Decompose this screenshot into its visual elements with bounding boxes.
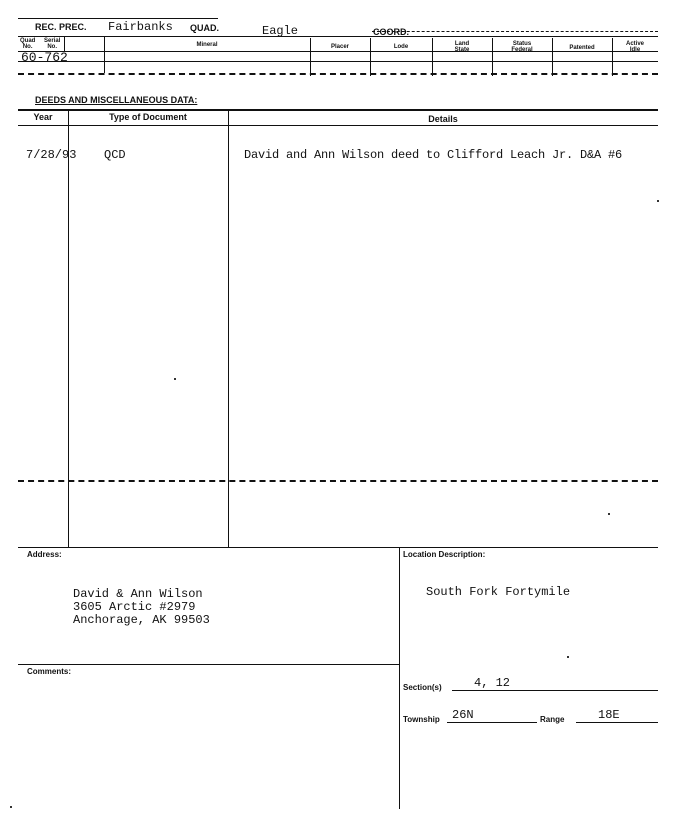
quad-label: QUAD. <box>190 23 219 33</box>
col-details-header: Details <box>428 114 458 124</box>
deeds-table-top <box>18 109 658 111</box>
range-underline <box>576 722 658 723</box>
serial-no-label: Serial No. <box>44 38 61 50</box>
township-label: Township <box>403 715 440 724</box>
scan-speck <box>608 513 610 515</box>
range-label: Range <box>540 715 565 724</box>
scan-speck <box>10 806 12 808</box>
deed-row-year: 7/28/93 <box>26 148 77 162</box>
header-top-rule <box>18 18 218 19</box>
col-year-header: Year <box>33 112 53 122</box>
deeds-table-bottom <box>18 547 658 548</box>
claim-table-top <box>18 36 658 37</box>
quad-value: Eagle <box>262 24 299 38</box>
land-state-label: Land State <box>454 41 470 53</box>
active-idle-label: Active Idle <box>625 41 644 53</box>
placer-label: Placer <box>330 44 349 50</box>
claim-table-header-bottom <box>18 51 658 52</box>
township-underline <box>447 722 537 723</box>
quad-serial-value: 60-762 <box>21 50 68 65</box>
status-federal-label: Status Federal <box>511 41 533 53</box>
section-value: 4, 12 <box>474 676 511 690</box>
address-line-1: David & Ann Wilson <box>73 587 203 601</box>
col-type-header: Type of Document <box>109 112 187 122</box>
location-description-label: Location Description: <box>403 550 486 559</box>
comments-label: Comments: <box>27 667 72 676</box>
header-top-rule-dashed <box>372 31 658 32</box>
location-description-value: South Fork Fortymile <box>426 585 571 599</box>
deed-row-type: QCD <box>104 148 126 162</box>
address-line-2: 3605 Arctic #2979 <box>73 600 196 614</box>
section-label: Section(s) <box>403 683 442 692</box>
scan-speck <box>657 200 659 202</box>
claim-table-row-line <box>18 61 658 62</box>
claim-col-divider-7 <box>552 38 553 76</box>
patented-label: Patented <box>569 45 595 51</box>
deeds-header-bottom <box>18 125 658 126</box>
coord-label: COORD. <box>373 27 409 37</box>
rec-prec-label: REC. PREC. <box>35 22 87 32</box>
scan-speck <box>174 378 176 380</box>
lower-center-divider <box>399 547 400 809</box>
township-value: 26N <box>452 708 474 722</box>
mineral-label: Mineral <box>196 42 218 48</box>
range-value: 18E <box>598 708 620 722</box>
quad-no-label: Quad No. <box>20 38 36 50</box>
deeds-section-title: DEEDS AND MISCELLANEOUS DATA: <box>35 95 198 105</box>
scan-speck <box>567 656 569 658</box>
deed-row-details: David and Ann Wilson deed to Clifford Leach Jr. D&A #6 <box>244 148 623 162</box>
address-comments-rule <box>18 664 399 665</box>
lode-label: Lode <box>393 44 409 50</box>
address-label: Address: <box>27 550 62 559</box>
rec-prec-value: Fairbanks <box>108 20 173 34</box>
address-line-3: Anchorage, AK 99503 <box>73 613 210 627</box>
section-underline <box>452 690 658 691</box>
deeds-dashed-rule <box>18 480 658 482</box>
claim-table-bottom <box>18 73 658 75</box>
